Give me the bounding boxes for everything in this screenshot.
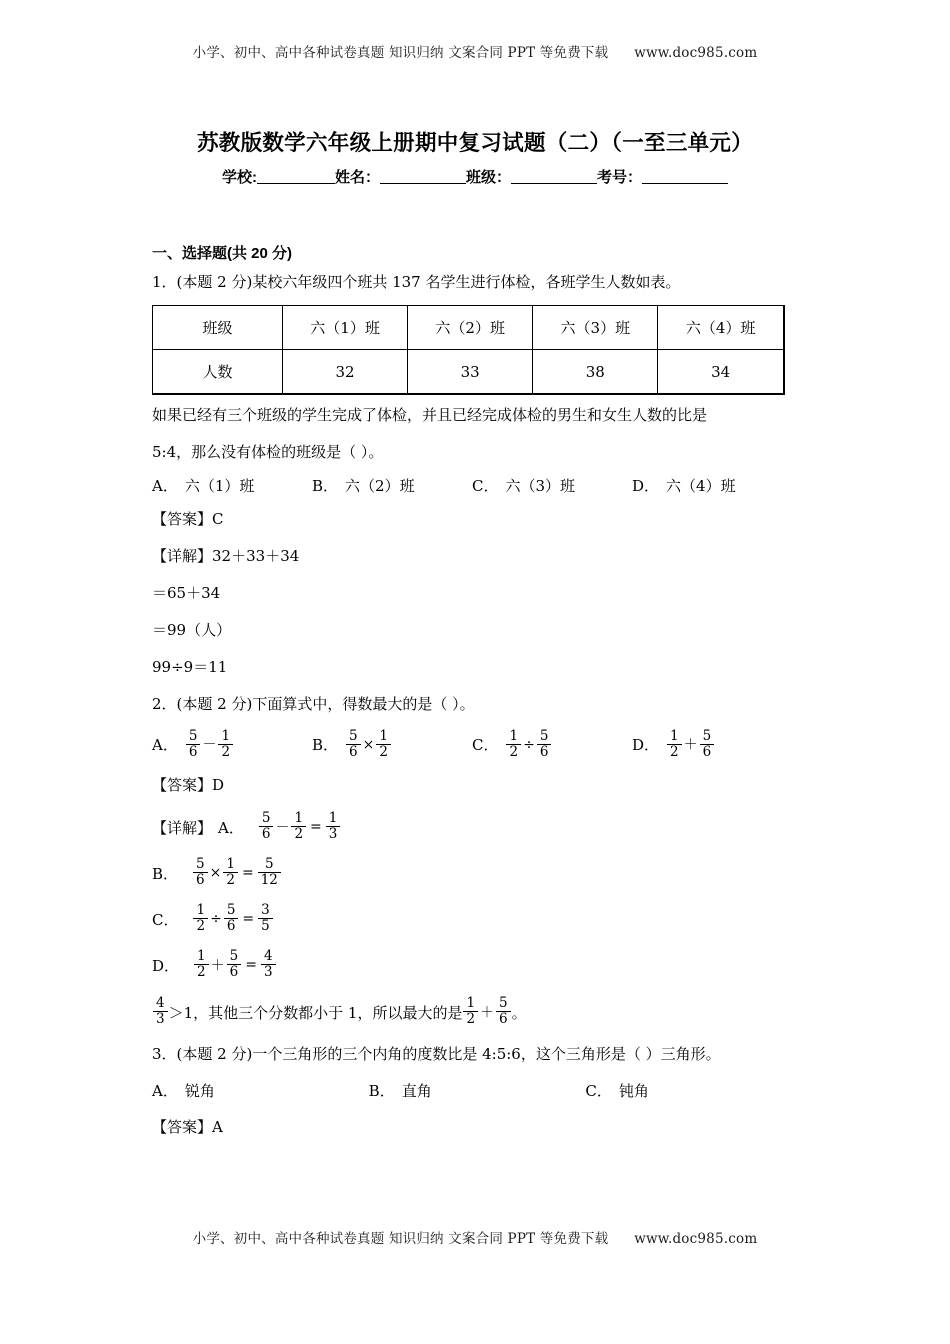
name-blank: [380, 168, 466, 184]
question-3-stem: 3．(本题 2 分)一个三角形的三个内角的度数比是 4:5:6，这个三角形是（ ）三角形。: [152, 1045, 721, 1063]
denominator: 6: [227, 964, 242, 979]
denominator: 2: [193, 918, 208, 933]
numerator: 1: [294, 810, 304, 827]
option-c-text: 六（3）班: [505, 477, 576, 495]
denominator: 2: [376, 744, 391, 759]
fraction: [218, 729, 233, 759]
fraction: [291, 811, 306, 841]
denominator: 3: [261, 964, 276, 979]
denominator: 2: [463, 1011, 478, 1026]
name-label: 姓名：: [334, 169, 380, 186]
denominator: 6: [346, 744, 361, 759]
numerator: 5: [499, 995, 508, 1012]
detail-option-label: C．: [152, 910, 179, 929]
denominator: 2: [223, 872, 238, 887]
option-c[interactable]: [585, 1073, 802, 1109]
detail-option-label: A．: [218, 818, 244, 837]
fraction: [194, 949, 209, 979]
class-headcount-table-wrapper: [152, 305, 785, 395]
option-c[interactable]: [472, 471, 632, 501]
table-row-label-class: 班级: [153, 306, 283, 350]
table-cell-class-3: 六（3）班: [533, 306, 658, 350]
option-d-label: D．: [632, 736, 660, 754]
numerator: 1: [670, 728, 679, 745]
question-3-answer: [152, 1109, 802, 1146]
numerator: 1: [197, 948, 206, 965]
option-a-label: A．: [152, 736, 178, 754]
denominator: 6: [224, 918, 239, 933]
denominator: 12: [258, 872, 281, 887]
operator: ÷: [210, 911, 222, 927]
numerator: 5: [261, 810, 271, 827]
numerator: 1: [221, 728, 231, 745]
numerator: 4: [263, 948, 273, 965]
question-1-detail-line-4: 99÷9＝11: [152, 658, 228, 676]
option-a[interactable]: [152, 723, 312, 767]
fraction: [224, 903, 239, 933]
fraction: [326, 811, 341, 841]
option-b-text: 直角: [401, 1082, 432, 1100]
fraction: [258, 903, 273, 933]
class-blank: [511, 168, 597, 184]
running-footer-text: 小学、初中、高中各种试卷真题 知识归纳 文案合同 PPT 等免费下载: [192, 1231, 609, 1247]
question-2-detail-d: [152, 942, 802, 988]
numerator: 5: [196, 856, 205, 873]
table-row: [153, 350, 783, 394]
denominator: 2: [667, 744, 682, 759]
fraction: [153, 996, 168, 1026]
answer-label: 【答案】: [152, 776, 213, 794]
question-1-answer: [152, 501, 802, 538]
numerator: 5: [539, 728, 549, 745]
operator: ×: [209, 865, 222, 881]
table-row-label-count: 人数: [153, 350, 283, 394]
numerator: 1: [226, 856, 235, 873]
denominator: 2: [506, 744, 521, 759]
question-1-options: [152, 471, 802, 501]
denominator: 6: [537, 744, 552, 759]
question-2-detail-a: [152, 804, 802, 850]
option-a[interactable]: [152, 471, 312, 501]
conclusion-text: ＞1，其他三个分数都小于 1，所以最大的是: [168, 1003, 463, 1022]
option-a-text: 锐角: [184, 1082, 215, 1100]
numerator: 5: [226, 902, 236, 919]
class-label: 班级：: [465, 169, 511, 186]
operator: ＋: [480, 1005, 495, 1021]
student-info-line: [0, 166, 950, 187]
denominator: 6: [700, 744, 715, 759]
detail-option-label: B．: [152, 864, 179, 883]
numerator: 5: [702, 728, 712, 745]
fraction: [258, 857, 281, 887]
option-d[interactable]: [632, 723, 792, 767]
option-a[interactable]: [152, 1073, 369, 1109]
denominator: 3: [153, 1011, 168, 1026]
operator: －: [275, 820, 290, 836]
denominator: 3: [326, 826, 341, 841]
option-b[interactable]: [312, 471, 472, 501]
question-2-detail-c: [152, 896, 802, 942]
operator: －: [202, 737, 217, 753]
operator: ÷: [523, 737, 535, 753]
option-d-text: 六（4）班: [666, 477, 736, 495]
option-b-label: B．: [312, 477, 339, 495]
fraction: [537, 729, 552, 759]
table-cell-class-4: 六（4）班: [658, 306, 783, 350]
option-b-label: B．: [312, 736, 339, 754]
school-label: 学校:: [221, 169, 257, 186]
question-2-options: [152, 723, 802, 767]
denominator: 6: [259, 826, 274, 841]
numerator: 4: [156, 995, 165, 1012]
school-blank: [257, 168, 335, 184]
running-header-url: www.doc985.com: [634, 45, 758, 61]
detail-option-label: D．: [152, 956, 180, 975]
denominator: 2: [218, 744, 233, 759]
option-c[interactable]: [472, 723, 632, 767]
class-headcount-table: [153, 306, 783, 393]
question-2-conclusion: [152, 988, 802, 1036]
running-header-text: 小学、初中、高中各种试卷真题 知识归纳 文案合同 PPT 等免费下载: [192, 45, 609, 61]
option-c-label: C．: [472, 477, 499, 495]
denominator: 2: [291, 826, 306, 841]
table-cell-class-1: 六（1）班: [283, 306, 408, 350]
option-b-text: 六（2）班: [345, 477, 415, 495]
fraction: [346, 729, 361, 759]
table-cell-count-2: 33: [408, 350, 533, 394]
numerator: 5: [188, 728, 198, 745]
fraction: [463, 996, 478, 1026]
question-2-answer: [152, 767, 802, 804]
conclusion-period: 。: [511, 1003, 527, 1022]
detail-label: 【详解】: [152, 818, 213, 837]
running-footer-url: www.doc985.com: [634, 1231, 758, 1247]
numerator: 5: [264, 856, 274, 873]
question-1-detail-line-1: [152, 538, 802, 575]
running-header: [0, 41, 950, 61]
exam-no-blank: [642, 168, 728, 184]
fraction: [700, 729, 715, 759]
option-b[interactable]: [312, 723, 472, 767]
equals-sign: =: [241, 865, 254, 881]
detail-label: 【详解】: [152, 547, 213, 565]
denominator: 5: [258, 918, 273, 933]
answer-value: D: [212, 776, 225, 794]
equals-sign: =: [245, 957, 257, 973]
section-heading: 一、选择题(共 20 分): [152, 245, 293, 262]
numerator: 1: [466, 995, 476, 1012]
fraction: [376, 729, 391, 759]
option-c-label: C．: [472, 736, 499, 754]
option-c-label: C．: [585, 1082, 612, 1100]
answer-label: 【答案】: [152, 510, 213, 528]
option-d-label: D．: [632, 477, 660, 495]
question-1-detail-line-3: ＝99（人）: [152, 621, 232, 639]
numerator: 1: [509, 728, 519, 745]
question-1-body-line-2: 5:4，那么没有体检的班级是（ ）。: [152, 443, 384, 461]
numerator: 5: [349, 728, 358, 745]
table-cell-class-2: 六（2）班: [408, 306, 533, 350]
question-1-body-line-1: 如果已经有三个班级的学生完成了体检，并且已经完成体检的男生和女生人数的比是: [152, 406, 708, 424]
answer-value: C: [212, 510, 224, 528]
option-d[interactable]: [632, 471, 792, 501]
question-2-detail-b: [152, 850, 802, 896]
table-row: [153, 306, 783, 350]
fraction: [186, 729, 201, 759]
question-2-stem: 2．(本题 2 分)下面算式中，得数最大的是（ ）。: [152, 695, 475, 713]
operator: ＋: [210, 958, 225, 974]
question-1-detail-line-2: ＝65＋34: [152, 584, 221, 602]
fraction: [259, 811, 274, 841]
answer-value: A: [212, 1118, 223, 1136]
detail-text: 32＋33＋34: [212, 547, 300, 565]
answer-label: 【答案】: [152, 1118, 213, 1136]
fraction: [496, 996, 511, 1026]
content-column: [152, 243, 802, 1146]
equals-sign: =: [242, 911, 255, 927]
numerator: 5: [229, 948, 239, 965]
table-cell-count-3: 38: [533, 350, 658, 394]
option-a-text: 六（1）班: [184, 477, 255, 495]
page-title: 苏教版数学六年级上册期中复习试题（二）（一至三单元）: [196, 131, 754, 155]
denominator: 6: [193, 872, 208, 887]
denominator: 6: [186, 744, 201, 759]
table-cell-count-1: 32: [283, 350, 408, 394]
option-b-label: B．: [368, 1082, 395, 1100]
table-cell-count-4: 34: [658, 350, 783, 394]
option-c-text: 钝角: [618, 1082, 649, 1100]
exam-no-label: 考号：: [597, 169, 643, 186]
equals-sign: =: [310, 819, 322, 835]
numerator: 3: [261, 902, 270, 919]
option-b[interactable]: [369, 1073, 586, 1109]
option-a-label: A．: [152, 1082, 178, 1100]
fraction: [506, 729, 521, 759]
question-1-stem: 1．(本题 2 分)某校六年级四个班共 137 名学生进行体检，各班学生人数如表。: [152, 273, 681, 291]
denominator: 2: [194, 964, 209, 979]
running-footer: [0, 1227, 950, 1247]
option-a-label: A．: [152, 477, 178, 495]
fraction: [227, 949, 242, 979]
fraction: [667, 729, 682, 759]
question-3-options: [152, 1073, 802, 1109]
operator: ＋: [683, 737, 698, 753]
operator: ×: [362, 737, 375, 753]
numerator: 1: [196, 902, 206, 919]
fraction: [261, 949, 276, 979]
numerator: 1: [379, 728, 388, 745]
fraction: [193, 903, 208, 933]
fraction: [193, 857, 208, 887]
denominator: 6: [496, 1011, 511, 1026]
fraction: [223, 857, 238, 887]
numerator: 1: [328, 810, 338, 827]
